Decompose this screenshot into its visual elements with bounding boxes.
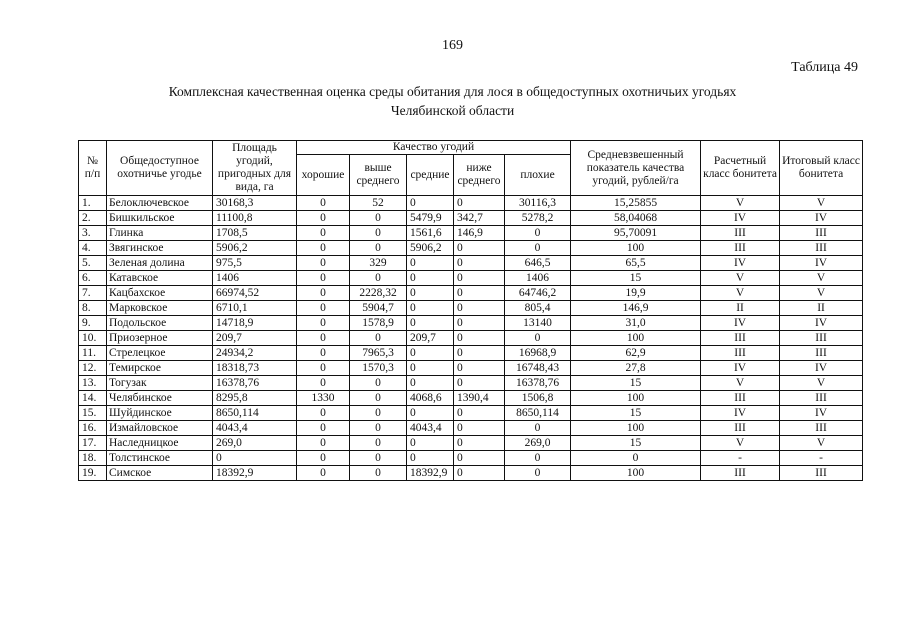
cell-final-class: V (780, 286, 863, 301)
cell-calc-class: III (701, 346, 780, 361)
cell-num: 3. (79, 226, 107, 241)
cell-num: 19. (79, 466, 107, 481)
cell-final-class: IV (780, 406, 863, 421)
cell-calc-class: IV (701, 256, 780, 271)
cell-above: 5904,7 (350, 301, 407, 316)
cell-avg: 0 (407, 376, 454, 391)
cell-weighted: 15 (571, 406, 701, 421)
cell-calc-class: IV (701, 406, 780, 421)
cell-avg: 18392,9 (407, 466, 454, 481)
table-row (79, 376, 863, 391)
cell-below: 0 (454, 196, 505, 211)
cell-calc-class: V (701, 271, 780, 286)
cell-name: Белоключевское (107, 196, 213, 211)
cell-avg: 4043,4 (407, 421, 454, 436)
cell-poor: 646,5 (505, 256, 571, 271)
table-row (79, 436, 863, 451)
cell-name: Темирское (107, 361, 213, 376)
cell-name: Толстинское (107, 451, 213, 466)
cell-good: 0 (297, 331, 350, 346)
cell-good: 0 (297, 316, 350, 331)
cell-name: Глинка (107, 226, 213, 241)
cell-weighted: 31,0 (571, 316, 701, 331)
cell-weighted: 0 (571, 451, 701, 466)
title-line-2: Челябинской области (390, 103, 515, 118)
cell-weighted: 100 (571, 331, 701, 346)
cell-avg: 4068,6 (407, 391, 454, 406)
cell-poor: 0 (505, 421, 571, 436)
cell-weighted: 15 (571, 436, 701, 451)
cell-area: 0 (213, 451, 297, 466)
cell-calc-class: III (701, 391, 780, 406)
cell-weighted: 58,04068 (571, 211, 701, 226)
cell-weighted: 62,9 (571, 346, 701, 361)
table-row (79, 391, 863, 406)
cell-above: 1578,9 (350, 316, 407, 331)
cell-below: 0 (454, 466, 505, 481)
header-good: хорошие (297, 155, 350, 196)
cell-poor: 0 (505, 226, 571, 241)
cell-above: 0 (350, 466, 407, 481)
cell-num: 2. (79, 211, 107, 226)
cell-calc-class: V (701, 286, 780, 301)
cell-poor: 5278,2 (505, 211, 571, 226)
cell-num: 5. (79, 256, 107, 271)
cell-calc-class: V (701, 436, 780, 451)
table-row (79, 466, 863, 481)
cell-name: Наследницкое (107, 436, 213, 451)
cell-avg: 0 (407, 256, 454, 271)
cell-area: 5906,2 (213, 241, 297, 256)
cell-below: 0 (454, 286, 505, 301)
table-row (79, 346, 863, 361)
cell-above: 0 (350, 271, 407, 286)
cell-final-class: - (780, 451, 863, 466)
cell-avg: 5906,2 (407, 241, 454, 256)
cell-avg: 0 (407, 316, 454, 331)
cell-good: 0 (297, 406, 350, 421)
cell-name: Тогузак (107, 376, 213, 391)
cell-final-class: V (780, 271, 863, 286)
cell-weighted: 100 (571, 421, 701, 436)
cell-area: 66974,52 (213, 286, 297, 301)
cell-below: 0 (454, 241, 505, 256)
cell-below: 0 (454, 376, 505, 391)
cell-good: 0 (297, 211, 350, 226)
cell-area: 30168,3 (213, 196, 297, 211)
cell-final-class: V (780, 436, 863, 451)
cell-below: 342,7 (454, 211, 505, 226)
cell-good: 0 (297, 256, 350, 271)
cell-good: 0 (297, 241, 350, 256)
cell-name: Подольское (107, 316, 213, 331)
cell-name: Звягинское (107, 241, 213, 256)
header-weighted: Средневзвешенный показатель качества угодий, рублей/га (571, 141, 701, 196)
cell-calc-class: IV (701, 361, 780, 376)
cell-area: 1708,5 (213, 226, 297, 241)
cell-above: 1570,3 (350, 361, 407, 376)
cell-poor: 16968,9 (505, 346, 571, 361)
cell-name: Зеленая долина (107, 256, 213, 271)
cell-final-class: III (780, 241, 863, 256)
cell-above: 0 (350, 226, 407, 241)
cell-above: 0 (350, 406, 407, 421)
cell-final-class: III (780, 421, 863, 436)
cell-area: 18318,73 (213, 361, 297, 376)
header-poor: плохие (505, 155, 571, 196)
header-avg: средние (407, 155, 454, 196)
cell-calc-class: III (701, 331, 780, 346)
cell-above: 0 (350, 436, 407, 451)
cell-name: Кацбахское (107, 286, 213, 301)
cell-avg: 0 (407, 196, 454, 211)
cell-below: 1390,4 (454, 391, 505, 406)
cell-final-class: IV (780, 316, 863, 331)
cell-good: 0 (297, 301, 350, 316)
cell-num: 14. (79, 391, 107, 406)
cell-avg: 5479,9 (407, 211, 454, 226)
cell-name: Приозерное (107, 331, 213, 346)
cell-calc-class: - (701, 451, 780, 466)
table-row (79, 301, 863, 316)
cell-final-class: V (780, 196, 863, 211)
cell-calc-class: V (701, 196, 780, 211)
cell-area: 8295,8 (213, 391, 297, 406)
cell-below: 0 (454, 421, 505, 436)
cell-below: 0 (454, 451, 505, 466)
cell-good: 0 (297, 226, 350, 241)
cell-below: 0 (454, 406, 505, 421)
cell-weighted: 15,25855 (571, 196, 701, 211)
cell-poor: 16378,76 (505, 376, 571, 391)
cell-area: 11100,8 (213, 211, 297, 226)
cell-final-class: II (780, 301, 863, 316)
cell-below: 0 (454, 346, 505, 361)
cell-good: 0 (297, 466, 350, 481)
cell-name: Челябинское (107, 391, 213, 406)
header-final-class: Итоговый класс бонитета (780, 141, 863, 196)
cell-final-class: IV (780, 211, 863, 226)
cell-weighted: 27,8 (571, 361, 701, 376)
header-above: выше среднего (350, 155, 407, 196)
cell-num: 1. (79, 196, 107, 211)
cell-area: 6710,1 (213, 301, 297, 316)
cell-avg: 209,7 (407, 331, 454, 346)
cell-poor: 0 (505, 451, 571, 466)
table-row (79, 196, 863, 211)
cell-good: 0 (297, 286, 350, 301)
cell-num: 10. (79, 331, 107, 346)
table-row (79, 406, 863, 421)
cell-calc-class: IV (701, 211, 780, 226)
cell-above: 329 (350, 256, 407, 271)
cell-calc-class: II (701, 301, 780, 316)
cell-avg: 0 (407, 286, 454, 301)
cell-calc-class: III (701, 241, 780, 256)
cell-above: 0 (350, 331, 407, 346)
cell-final-class: III (780, 346, 863, 361)
cell-weighted: 19,9 (571, 286, 701, 301)
header-num: № п/п (79, 141, 107, 196)
cell-area: 975,5 (213, 256, 297, 271)
header-calc-class: Расчетный класс бонитета (701, 141, 780, 196)
cell-final-class: III (780, 466, 863, 481)
cell-above: 0 (350, 376, 407, 391)
table-row (79, 286, 863, 301)
cell-final-class: IV (780, 256, 863, 271)
cell-above: 0 (350, 241, 407, 256)
cell-above: 7965,3 (350, 346, 407, 361)
cell-below: 0 (454, 256, 505, 271)
cell-area: 4043,4 (213, 421, 297, 436)
cell-calc-class: III (701, 226, 780, 241)
table-row (79, 241, 863, 256)
cell-weighted: 146,9 (571, 301, 701, 316)
cell-final-class: V (780, 376, 863, 391)
cell-good: 1330 (297, 391, 350, 406)
cell-avg: 1561,6 (407, 226, 454, 241)
cell-num: 15. (79, 406, 107, 421)
cell-name: Симское (107, 466, 213, 481)
header-quality: Качество угодий (297, 141, 571, 155)
table-body (79, 196, 863, 481)
cell-good: 0 (297, 271, 350, 286)
title-line-1: Комплексная качественная оценка среды обитания для лося в общедоступных охотничьих угодьях (168, 84, 737, 99)
cell-below: 0 (454, 361, 505, 376)
table-row (79, 316, 863, 331)
header-name: Общедоступное охотничье угодье (107, 141, 213, 196)
cell-above: 0 (350, 451, 407, 466)
cell-area: 8650,114 (213, 406, 297, 421)
document-title (0, 82, 905, 120)
cell-poor: 1506,8 (505, 391, 571, 406)
cell-poor: 805,4 (505, 301, 571, 316)
cell-avg: 0 (407, 346, 454, 361)
cell-good: 0 (297, 451, 350, 466)
table-row (79, 256, 863, 271)
cell-below: 0 (454, 271, 505, 286)
cell-weighted: 100 (571, 241, 701, 256)
cell-avg: 0 (407, 436, 454, 451)
table-row (79, 451, 863, 466)
cell-name: Бишкильское (107, 211, 213, 226)
cell-num: 16. (79, 421, 107, 436)
cell-num: 13. (79, 376, 107, 391)
cell-avg: 0 (407, 271, 454, 286)
cell-final-class: III (780, 226, 863, 241)
cell-poor: 1406 (505, 271, 571, 286)
cell-name: Марковское (107, 301, 213, 316)
cell-num: 11. (79, 346, 107, 361)
cell-good: 0 (297, 361, 350, 376)
cell-area: 16378,76 (213, 376, 297, 391)
cell-num: 18. (79, 451, 107, 466)
cell-weighted: 65,5 (571, 256, 701, 271)
cell-poor: 269,0 (505, 436, 571, 451)
cell-below: 0 (454, 331, 505, 346)
cell-below: 0 (454, 316, 505, 331)
cell-name: Катавское (107, 271, 213, 286)
cell-poor: 0 (505, 331, 571, 346)
cell-avg: 0 (407, 361, 454, 376)
cell-num: 9. (79, 316, 107, 331)
cell-area: 14718,9 (213, 316, 297, 331)
cell-num: 4. (79, 241, 107, 256)
cell-good: 0 (297, 436, 350, 451)
cell-area: 24934,2 (213, 346, 297, 361)
cell-final-class: IV (780, 361, 863, 376)
table-label: Таблица 49 (791, 60, 858, 75)
cell-area: 209,7 (213, 331, 297, 346)
cell-above: 52 (350, 196, 407, 211)
cell-weighted: 95,70091 (571, 226, 701, 241)
cell-num: 6. (79, 271, 107, 286)
table-row (79, 226, 863, 241)
cell-area: 1406 (213, 271, 297, 286)
cell-name: Измайловское (107, 421, 213, 436)
cell-good: 0 (297, 346, 350, 361)
cell-good: 0 (297, 376, 350, 391)
cell-good: 0 (297, 421, 350, 436)
cell-avg: 0 (407, 301, 454, 316)
cell-above: 0 (350, 391, 407, 406)
quality-table (78, 140, 863, 481)
cell-area: 269,0 (213, 436, 297, 451)
cell-good: 0 (297, 196, 350, 211)
cell-area: 18392,9 (213, 466, 297, 481)
cell-num: 8. (79, 301, 107, 316)
cell-calc-class: III (701, 421, 780, 436)
cell-above: 0 (350, 421, 407, 436)
table-row (79, 331, 863, 346)
cell-calc-class: III (701, 466, 780, 481)
cell-below: 146,9 (454, 226, 505, 241)
cell-final-class: III (780, 391, 863, 406)
cell-poor: 64746,2 (505, 286, 571, 301)
table-row (79, 421, 863, 436)
cell-below: 0 (454, 301, 505, 316)
table-row (79, 271, 863, 286)
table-row (79, 211, 863, 226)
cell-poor: 0 (505, 241, 571, 256)
cell-final-class: III (780, 331, 863, 346)
cell-below: 0 (454, 436, 505, 451)
cell-name: Шуйдинское (107, 406, 213, 421)
cell-weighted: 100 (571, 391, 701, 406)
cell-num: 17. (79, 436, 107, 451)
cell-poor: 8650,114 (505, 406, 571, 421)
cell-weighted: 100 (571, 466, 701, 481)
cell-above: 0 (350, 211, 407, 226)
cell-poor: 0 (505, 466, 571, 481)
table-row (79, 361, 863, 376)
cell-poor: 16748,43 (505, 361, 571, 376)
cell-weighted: 15 (571, 271, 701, 286)
cell-weighted: 15 (571, 376, 701, 391)
header-area: Площадь угодий, пригодных для вида, га (213, 141, 297, 196)
header-below: ниже среднего (454, 155, 505, 196)
cell-num: 12. (79, 361, 107, 376)
cell-name: Стрелецкое (107, 346, 213, 361)
cell-poor: 30116,3 (505, 196, 571, 211)
cell-poor: 13140 (505, 316, 571, 331)
cell-above: 2228,32 (350, 286, 407, 301)
page-number: 169 (442, 38, 463, 53)
cell-avg: 0 (407, 406, 454, 421)
cell-num: 7. (79, 286, 107, 301)
cell-calc-class: IV (701, 316, 780, 331)
cell-calc-class: V (701, 376, 780, 391)
cell-avg: 0 (407, 451, 454, 466)
